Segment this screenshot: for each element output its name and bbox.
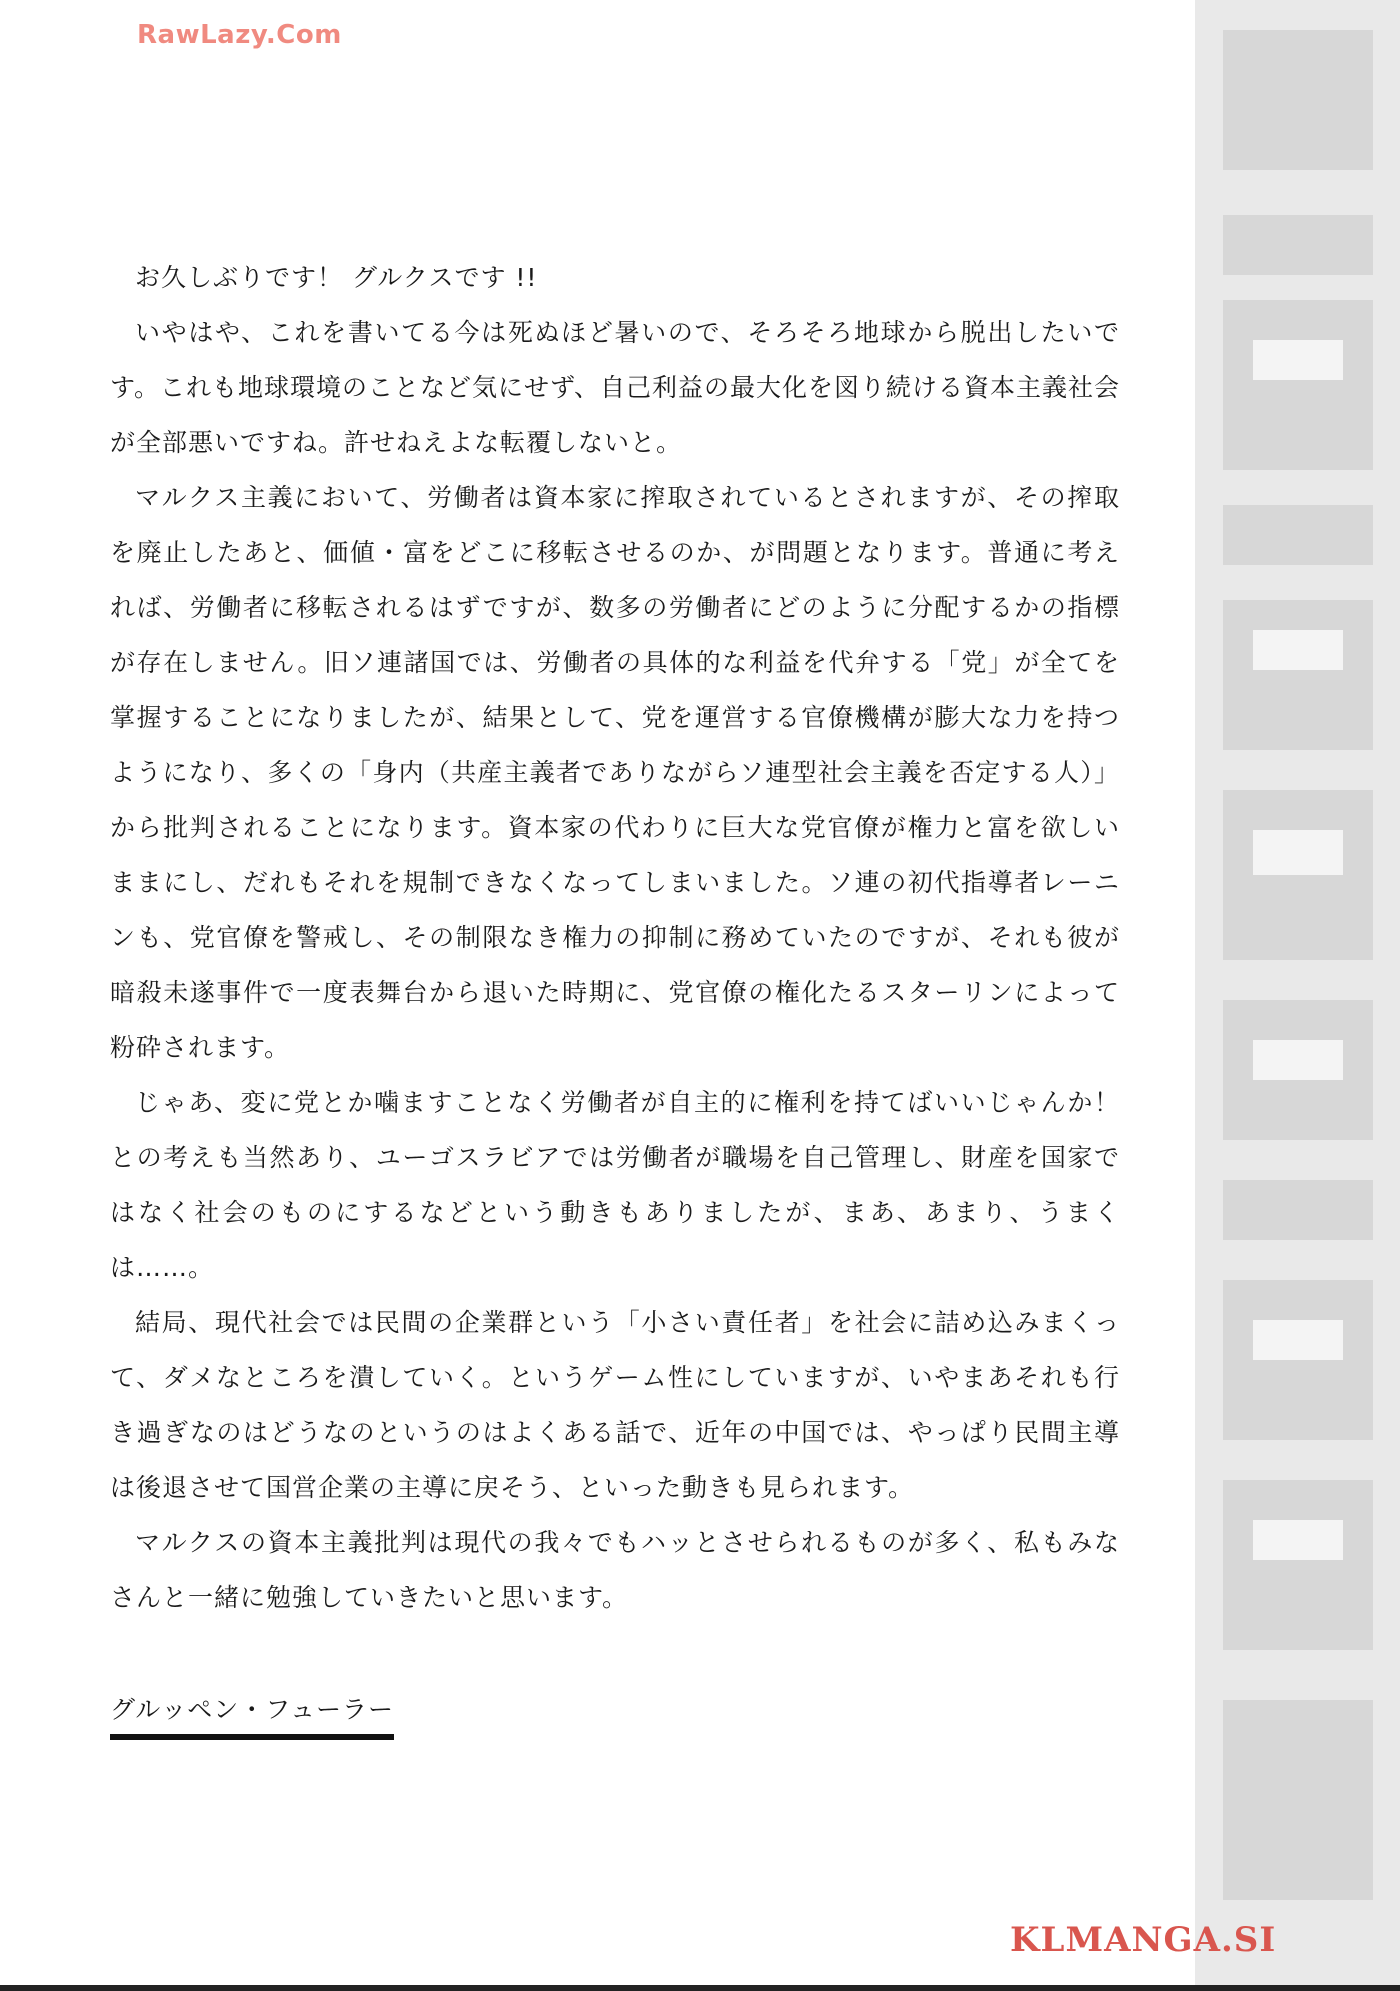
afterword-body xyxy=(110,250,1120,1625)
bottom-rule xyxy=(0,1985,1400,1991)
paragraph-yugoslavia: じゃあ、変に党とか噛ますことなく労働者が自主的に権利を持てばいいじゃんか！ との考えも当然あり、ユーゴスラビアでは労働者が職場を自己管理し、財産を国家ではなく社会のものにするなどという動きもありましたが、まあ、あまり、うまくは……。 xyxy=(110,1088,1120,1282)
paragraph-heat: いやはや、これを書いてる今は死ぬほど暑いので、そろそろ地球から脱出したいです。これも地球環境のことなど気にせず、自己利益の最大化を図り続ける資本主義社会が全部悪いですね。許せねえよな転覆しないと。 xyxy=(110,318,1121,457)
watermark-rawlazy: RawLazy.Com xyxy=(137,20,342,50)
paragraph-modern-society: 結局、現代社会では民間の企業群という「小さい責任者」を社会に詰め込みまくって、ダメなところを潰していく。というゲーム性にしていますが、いやまあそれも行き過ぎなのはどうなのというのはよくある話で、近年の中国では、やっぱり民間主導は後退させて国営企業の主導に戻そう、といった動きも見られます。 xyxy=(110,1308,1120,1502)
side-decorative-band xyxy=(1195,0,1400,1991)
paragraph-closing: マルクスの資本主義批判は現代の我々でもハッとさせられるものが多く、私もみなさんと一緒に勉強していきたいと思います。 xyxy=(110,1528,1120,1612)
watermark-klmanga: KLMANGA.SI xyxy=(1010,1920,1277,1960)
author-signature: グルッペン・フューラー xyxy=(110,1690,394,1740)
paragraph-marxism: マルクス主義において、労働者は資本家に搾取されているとされますが、その搾取を廃止したあと、価値・富をどこに移転させるのか、が問題となります。普通に考えれば、労働者に移転されるはずですが、数多の労働者にどのように分配するかの指標が存在しません。旧ソ連諸国では、労働者の具体的な利益を代弁する「党」が全てを掌握することになりましたが、結果として、党を運営する官僚機構が膨大な力を持つようになり、多くの「身内（共産主義者でありながらソ連型社会主義を否定する人）」から批判されることになります。資本家の代わりに巨大な党官僚が権力と富を欲しいままにし、だれもそれを規制できなくなってしまいました。ソ連の初代指導者レーニンも、党官僚を警戒し、その制限なき権力の抑制に務めていたのですが、それも彼が暗殺未遂事件で一度表舞台から退いた時期に、党官僚の権化たるスターリンによって粉砕されます。 xyxy=(110,483,1120,1062)
paragraph-greeting: お久しぶりです！ グルクスです !! xyxy=(135,263,538,292)
